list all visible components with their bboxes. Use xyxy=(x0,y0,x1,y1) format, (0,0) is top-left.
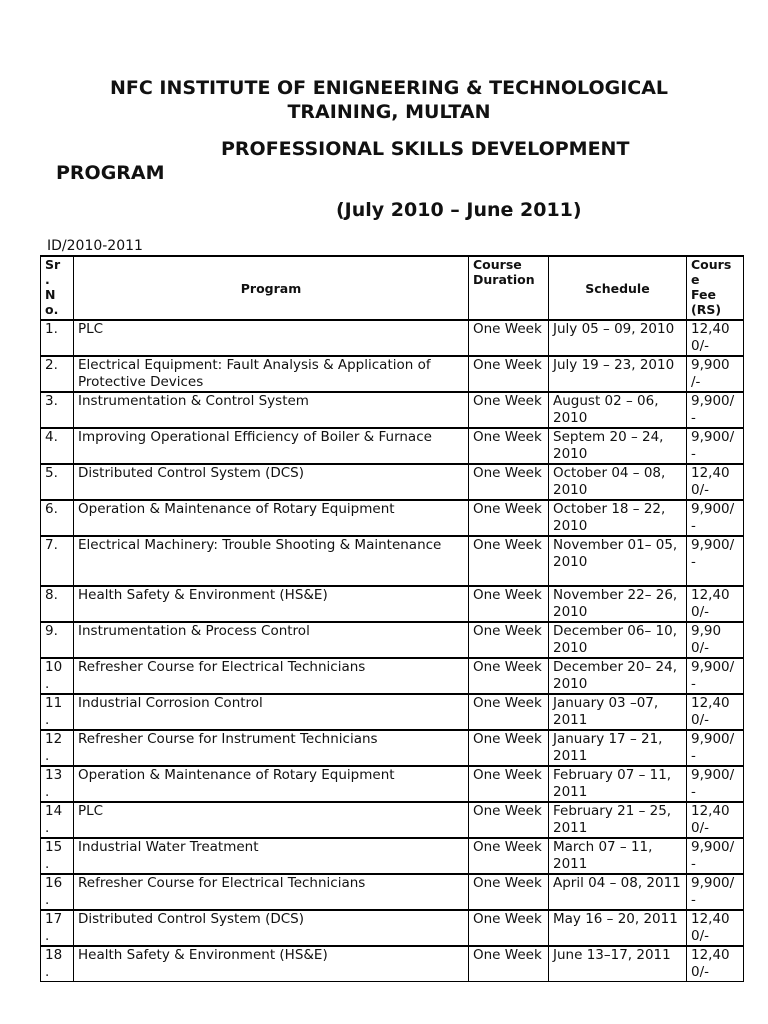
row-program: Operation & Maintenance of Rotary Equipment xyxy=(74,766,469,802)
row-schedule: June 13–17, 2011 xyxy=(549,946,687,982)
program-period: (July 2010 – June 2011) xyxy=(336,199,582,221)
row-fee: 9,900/ - xyxy=(687,658,744,694)
institute-name-line1: NFC INSTITUTE OF ENIGNEERING & TECHNOLOGICAL xyxy=(109,77,669,99)
row-sr-no: 14 . xyxy=(41,802,74,838)
row-sr-no: 3. xyxy=(41,392,74,428)
row-schedule: November 22– 26, 2010 xyxy=(549,586,687,622)
row-fee: 9,90 0/- xyxy=(687,622,744,658)
table-header-row xyxy=(41,256,744,320)
row-program: Operation & Maintenance of Rotary Equipment xyxy=(74,500,469,536)
row-fee: 12,40 0/- xyxy=(687,910,744,946)
table-row xyxy=(41,802,744,838)
row-schedule: July 05 – 09, 2010 xyxy=(549,320,687,356)
row-program: Distributed Control System (DCS) xyxy=(74,464,469,500)
table-row xyxy=(41,428,744,464)
table-row xyxy=(41,500,744,536)
schedule-table xyxy=(40,255,744,982)
row-sr-no: 7. xyxy=(41,536,74,586)
row-schedule: February 07 – 11, 2011 xyxy=(549,766,687,802)
table-row xyxy=(41,694,744,730)
row-fee: 9,900/ - xyxy=(687,428,744,464)
row-sr-no: 9. xyxy=(41,622,74,658)
row-sr-no: 11 . xyxy=(41,694,74,730)
row-program: Instrumentation & Process Control xyxy=(74,622,469,658)
row-sr-no: 8. xyxy=(41,586,74,622)
row-fee: 12,40 0/- xyxy=(687,464,744,500)
row-duration: One Week xyxy=(469,730,549,766)
row-program: Industrial Corrosion Control xyxy=(74,694,469,730)
table-row xyxy=(41,392,744,428)
table-row xyxy=(41,586,744,622)
row-duration: One Week xyxy=(469,356,549,392)
row-program: Health Safety & Environment (HS&E) xyxy=(74,586,469,622)
row-program: Improving Operational Efficiency of Boiler & Furnace xyxy=(74,428,469,464)
table-row xyxy=(41,658,744,694)
row-duration: One Week xyxy=(469,464,549,500)
row-schedule: May 16 – 20, 2011 xyxy=(549,910,687,946)
row-sr-no: 18 . xyxy=(41,946,74,982)
row-schedule: October 18 – 22, 2010 xyxy=(549,500,687,536)
row-duration: One Week xyxy=(469,536,549,586)
table-row xyxy=(41,946,744,982)
program-title-line1: PROFESSIONAL SKILLS DEVELOPMENT xyxy=(221,138,630,160)
program-title-line2: PROGRAM xyxy=(56,162,165,184)
row-fee: 9,900/ - xyxy=(687,766,744,802)
row-schedule: November 01– 05, 2010 xyxy=(549,536,687,586)
row-sr-no: 17 . xyxy=(41,910,74,946)
row-duration: One Week xyxy=(469,874,549,910)
row-fee: 9,900 /- xyxy=(687,356,744,392)
row-fee: 12,40 0/- xyxy=(687,586,744,622)
table-row xyxy=(41,838,744,874)
table-row xyxy=(41,874,744,910)
row-schedule: December 20– 24, 2010 xyxy=(549,658,687,694)
row-program: PLC xyxy=(74,320,469,356)
row-duration: One Week xyxy=(469,910,549,946)
row-program: Refresher Course for Electrical Technicians xyxy=(74,658,469,694)
table-row xyxy=(41,536,744,586)
row-schedule: January 17 – 21, 2011 xyxy=(549,730,687,766)
row-fee: 9,900/ - xyxy=(687,838,744,874)
table-row xyxy=(41,910,744,946)
row-fee: 9,900/ - xyxy=(687,730,744,766)
row-sr-no: 15 . xyxy=(41,838,74,874)
row-schedule: March 07 – 11, 2011 xyxy=(549,838,687,874)
row-sr-no: 12 . xyxy=(41,730,74,766)
row-schedule: August 02 – 06, 2010 xyxy=(549,392,687,428)
table-row xyxy=(41,622,744,658)
row-sr-no: 6. xyxy=(41,500,74,536)
row-duration: One Week xyxy=(469,320,549,356)
table-row xyxy=(41,766,744,802)
row-schedule: February 21 – 25, 2011 xyxy=(549,802,687,838)
row-fee: 12,40 0/- xyxy=(687,694,744,730)
row-sr-no: 1. xyxy=(41,320,74,356)
row-program: Refresher Course for Instrument Technicians xyxy=(74,730,469,766)
row-sr-no: 13 . xyxy=(41,766,74,802)
row-fee: 12,40 0/- xyxy=(687,320,744,356)
row-schedule: April 04 – 08, 2011 xyxy=(549,874,687,910)
row-schedule: July 19 – 23, 2010 xyxy=(549,356,687,392)
table-row xyxy=(41,356,744,392)
row-fee: 9,900/ - xyxy=(687,392,744,428)
row-fee: 12,40 0/- xyxy=(687,802,744,838)
row-program: Instrumentation & Control System xyxy=(74,392,469,428)
row-duration: One Week xyxy=(469,658,549,694)
row-sr-no: 5. xyxy=(41,464,74,500)
row-sr-no: 4. xyxy=(41,428,74,464)
row-duration: One Week xyxy=(469,694,549,730)
col-header-course-duration: Course Duration xyxy=(469,256,549,320)
row-fee: 12,40 0/- xyxy=(687,946,744,982)
row-program: Distributed Control System (DCS) xyxy=(74,910,469,946)
table-row xyxy=(41,464,744,500)
row-duration: One Week xyxy=(469,802,549,838)
row-fee: 9,900/ - xyxy=(687,874,744,910)
row-duration: One Week xyxy=(469,392,549,428)
row-program: Electrical Machinery: Trouble Shooting & Maintenance xyxy=(74,536,469,586)
col-header-program: Program xyxy=(74,256,469,320)
row-program: Refresher Course for Electrical Technicians xyxy=(74,874,469,910)
row-program: Industrial Water Treatment xyxy=(74,838,469,874)
row-sr-no: 16 . xyxy=(41,874,74,910)
row-duration: One Week xyxy=(469,622,549,658)
row-schedule: October 04 – 08, 2010 xyxy=(549,464,687,500)
row-schedule: December 06– 10, 2010 xyxy=(549,622,687,658)
row-duration: One Week xyxy=(469,500,549,536)
row-duration: One Week xyxy=(469,766,549,802)
row-fee: 9,900/ - xyxy=(687,536,744,586)
col-header-course-fee: Cours e Fee (RS) xyxy=(687,256,744,320)
row-duration: One Week xyxy=(469,946,549,982)
row-sr-no: 2. xyxy=(41,356,74,392)
row-fee: 9,900/ - xyxy=(687,500,744,536)
document-id: ID/2010-2011 xyxy=(47,238,143,254)
row-program: PLC xyxy=(74,802,469,838)
row-duration: One Week xyxy=(469,586,549,622)
row-schedule: January 03 –07, 2011 xyxy=(549,694,687,730)
table-body xyxy=(41,320,744,982)
institute-name-line2: TRAINING, MULTAN xyxy=(287,101,491,123)
table-row xyxy=(41,320,744,356)
col-header-sr-no: Sr . N o. xyxy=(41,256,74,320)
row-duration: One Week xyxy=(469,428,549,464)
col-header-schedule: Schedule xyxy=(549,256,687,320)
row-schedule: Septem 20 – 24, 2010 xyxy=(549,428,687,464)
row-duration: One Week xyxy=(469,838,549,874)
table-row xyxy=(41,730,744,766)
row-program: Electrical Equipment: Fault Analysis & Application of Protective Devices xyxy=(74,356,469,392)
row-program: Health Safety & Environment (HS&E) xyxy=(74,946,469,982)
row-sr-no: 10 . xyxy=(41,658,74,694)
